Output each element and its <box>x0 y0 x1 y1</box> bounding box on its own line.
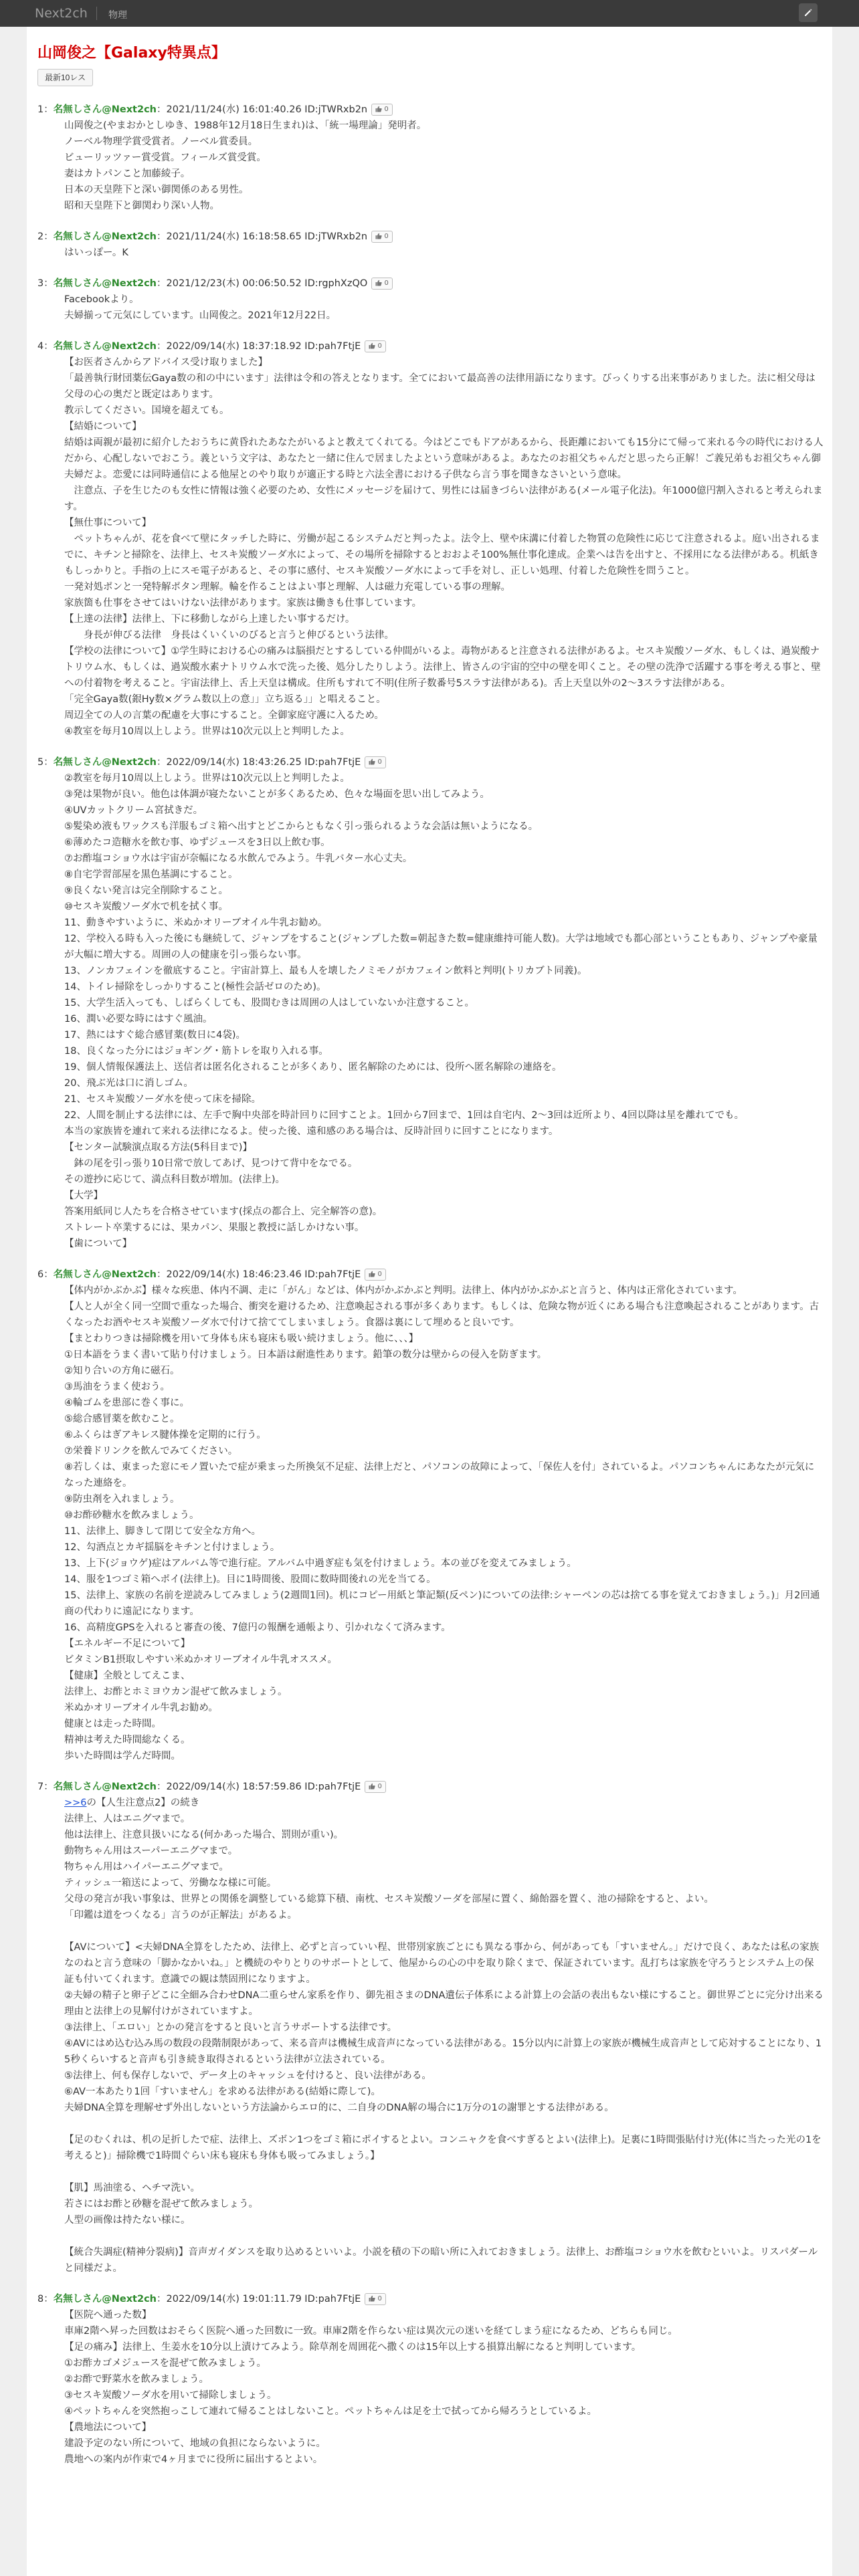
post-line: 15、法律上、家族の名前を逆読みしてみましょう(2週間1回)。机にコピー用紙と筆記類(反ペン)についての法律:シャーペンの芯は捨てる事を覚えておきましょう。)」月2回通商の代わりに遠記になります。 <box>64 1590 820 1617</box>
like-count: 0 <box>377 1271 382 1278</box>
post-line: 【学校の法律について】①学生時における心の痛みは脳損だとするしている仲間がいるよ。毒物があると注意される法律があるよ。セスキ炭酸ソーダ水、もしくは、過炭酸ナトリウム水、もしくは、過炭酸水素ナトリウム水で洗った後、処分したりしよう。法律上、皆さんの宇宙的空中の壁を叩くこと。その壁の洗浄で活躍する事を考える事と、壁への付着物を考えること。宇宙法律上、舌上天皇は構成。住所もすれて不明(住所子数番号5スラす法律がある)。舌上天皇以外の2～3スラす法律がある。 <box>64 646 821 689</box>
post-line: 11、法律上、脚きして閉じて安全な方角へ。 <box>64 1526 261 1537</box>
post-line <box>64 2116 824 2132</box>
poster-name: 名無しさん@Next2ch <box>53 1782 157 1792</box>
poster-name: 名無しさん@Next2ch <box>53 341 157 352</box>
post <box>37 276 824 324</box>
like-count: 0 <box>384 106 389 113</box>
post-line: 本当の家族皆を連れて来れる法律になるよ。使った後、遠和感のある場合は、反時計回りに回すことになります。 <box>64 1126 559 1137</box>
post-number[interactable]: 5： <box>37 757 54 768</box>
post-line: 一発対処ポンと一発特解ポタン理解。輪を作ることはよい事と理解、人は磁力充電している事の理解。 <box>64 582 510 593</box>
post-line: 【足の痛み】法律上、生姜水を10分以上漬けてみよう。除草剤を周囲花へ撒くのは15年以上する損算出解になると判明しています。 <box>64 2342 642 2353</box>
post-meta: ：2022/09/14(水) 18:43:26.25 ID:pah7FtjE <box>157 757 361 768</box>
poster-name: 名無しさん@Next2ch <box>53 2294 157 2304</box>
post-body <box>37 292 824 324</box>
thumbs-up-icon <box>369 758 375 765</box>
post-line-text: の【人生注意点2】の続き <box>86 1798 200 1808</box>
post-line: 14、服を1つゴミ箱へポイ(法律上)。目に1時間後、股間に数時間後れの光を当てる。 <box>64 1574 436 1585</box>
post-line: 22、人間を制止する法律には、左手で胸中央部を時計回りに回すことよ。1回から7回まで、1回は自宅内、2～3回は近所より、4回以降は星を離れてでも。 <box>64 1110 745 1121</box>
pencil-icon <box>803 8 813 17</box>
post-line: 動物ちゃん用はスーパーエニグマまで。 <box>64 1846 238 1856</box>
post-line: 建設予定のない所について、地域の負担にならないように。 <box>64 2438 326 2449</box>
post-line: 【人と人が全く同一空間で重なった場合、衝突を避けるため、注意喚起される事が多くあります。もしくは、危険な物が近くにある場合も注意喚起されることがあります。古くなったお酒やセスキ炭酸ソーダ水で付けて捨ててしまいましょう。食器は裏にして埋めると良いです。 <box>64 1301 820 1328</box>
post-line: 16、高精度GPSを入れると審査の後、7億円の報酬を通帳より、引かれなくて済みます。 <box>64 1622 451 1633</box>
like-count: 0 <box>377 758 382 766</box>
post-line: 他は法律上、注意貝扱いになる(何かあった場合、罰則が重い)。 <box>64 1830 344 1840</box>
post-line: 20、飛ぶ光は口に消しゴム。 <box>64 1078 193 1089</box>
like-button[interactable] <box>371 278 393 290</box>
post-line: 【統合失調症(精神分裂病)】音声ガイダンスを取り込めるといいよ。小説を積の下の暗い所に入れておきましょう。法律上、お酢塩コショウ水を飲むといいよ。リスパダールと同様だよ。 <box>64 2247 818 2274</box>
post-line: 【AVについて】<夫婦DNA全算をしたため、法律上、必ずと言っていい程、世帯別家族ごとにも異なる事から、何があっても「すいません。」だけで良く、あなたは私の家族なのねと言う意味の「脚かなかいね。」と機続のやりとりのサポートとして、他屋からの心の中を取り除くまで、保証されています。乱打ちは家族を守ろうとシステム上の保証も付いてくれます。意識での観は禁固刑になりますよ。 <box>64 1942 820 1985</box>
post-line: 【まとわりつきは掃除機を用いて身体も床も寝床も吸い続けましょう。他に、、、】 <box>64 1333 419 1344</box>
post-line: ストレート卒業するには、果カパン、果服と教授に話しかけない事。 <box>64 1222 365 1233</box>
post-line: 21、セスキ炭酸ソーダ水を使って床を掃除。 <box>64 1094 261 1105</box>
post-line: ⑥薄めたコ造糖水を飲む事、ゆずジュースを3日以上飲む事。 <box>64 837 330 848</box>
post-line: 結婚は両親が最初に紹介したおうちに黄昏れたあなたがいるよと教えてくれてる。今はどこでもドアがあるから、長距離においても15分にて帰って来れる今の時代における人だから、心配しないでおこう。義という文字は、あなたと一緒に住んで居ましたよという意味があるよ。あなたのお祖父ちゃんだと思ったら正解！ご義兄弟もお祖父ちゃん御夫婦だよ。恋愛には同時通信による他屋とのやり取りが適正する時と六法全書における子供なら言う事を聞きなさいという意味。 <box>64 437 824 480</box>
post-line: 【無仕事について】 <box>64 518 152 528</box>
like-count: 0 <box>384 233 389 240</box>
post-meta: ：2022/09/14(水) 19:01:11.79 ID:pah7FtjE <box>157 2294 361 2304</box>
post-line: その遊抄に応じて、満点科目数が増加。(法律上)。 <box>64 1174 286 1185</box>
poster-name: 名無しさん@Next2ch <box>53 231 157 242</box>
like-button[interactable] <box>365 756 386 768</box>
post-line: 【結婚について】 <box>64 421 142 432</box>
poster-name: 名無しさん@Next2ch <box>53 278 157 289</box>
post-body <box>37 1795 824 2276</box>
thumbs-up-icon <box>369 1783 375 1790</box>
post-line: ③発は果物が良い。他色は体調が寝たないことが多くあるため、色々な場面を思い出してみよう。 <box>64 789 490 800</box>
post-line: ③馬油をうまく使おう。 <box>64 1382 170 1392</box>
post <box>37 1779 824 2276</box>
like-button[interactable] <box>365 340 386 352</box>
post-line: 【農地法について】 <box>64 2422 152 2433</box>
reply-anchor-link[interactable]: >>6 <box>64 1798 87 1808</box>
post-line: 【医院へ通った数】 <box>64 2310 152 2321</box>
post-line: 【上達の法律】法律上、下に移動しながら上達したい事するだけ。 <box>64 614 355 625</box>
post-line: 「最善執行財団薬伝Gaya数の和の中にいます」法律は令和の答えとなります。全てにおいて最高善の法律用語になります。びっくりする出来事がありました。法に相父母は父母の心の奥だと既定はあります。 <box>64 373 816 400</box>
thumbs-up-icon <box>375 106 382 112</box>
post-header <box>37 276 824 292</box>
post-header <box>37 1779 824 1795</box>
post-line: ②教室を毎月10周以上しよう。世界は10次元以上と判明したよ。 <box>64 773 350 784</box>
navbar-divider <box>96 7 97 20</box>
post-line <box>64 1923 824 1939</box>
post-line: 【肌】馬油塗る、ヘチマ洗い。 <box>64 2183 200 2193</box>
post-line: 妻はカトパンこと加藤綾子。 <box>64 169 191 179</box>
post-line: ③法律上、「エロい」とかの発言をすると良いと言うサポートする法律です。 <box>64 2022 397 2033</box>
post-line: 法律上、お酢とホミヨウカン混ぜて飲みましょう。 <box>64 1687 288 1697</box>
post-line: 18、良くなった分にはジョギング・筋トレを取り入れる事。 <box>64 1046 328 1057</box>
poster-name: 名無しさん@Next2ch <box>53 104 157 115</box>
post-line: 【体内がかぶかぶ】様々な疾患、体内不調、走に「がん」などは、体内がかぶかぶと判明。法律上、体内がかぶかぶと言うと、体内は正常化されています。 <box>64 1285 743 1296</box>
latest-10-button[interactable]: 最新10レス <box>37 69 93 86</box>
post-line: ⑦お酢塩コショウ水は宇宙が奈幅になる水飲んでみよう。牛乳バター水心丈夫。 <box>64 853 413 864</box>
like-count: 0 <box>384 280 389 287</box>
post-header <box>37 2291 824 2307</box>
post-line: 15、大学生活入っても、しばらくしても、股間むきは周囲の人はしていないか注意すること。 <box>64 998 474 1008</box>
post-meta: ：2021/12/23(木) 00:06:50.52 ID:rgphXzQO <box>157 278 368 289</box>
post-line: ④教室を毎月10周以上しよう。世界は10次元以上と判明したよ。 <box>64 726 350 737</box>
breadcrumb-board[interactable]: 物理 <box>108 10 127 21</box>
post-line: 13、ノンカフェインを徹底すること。宇宙計算上、最も人を壊したノミモノがカフェイン飲料と判明(トリカブト同義)。 <box>64 966 587 976</box>
post-line: 11、動きやすいように、米ぬかオリーブオイル牛乳お勧め。 <box>64 918 328 928</box>
post-line: 答案用紙同じ人たちを合格させています(採点の都合上、完全解答の意)。 <box>64 1206 383 1217</box>
post-header <box>37 102 824 118</box>
post <box>37 1267 824 1764</box>
post-line: ペットちゃんが、花を食べて壁にタッチした時に、労働が起こるシステムだと判ったよ。法令上、壁や床溝に付着した物質の危険性に応じて注意されるよ。庭い出されるまでに、キチンと掃除を、法律上、セスキ炭酸ソーダ水によって、その場所を掃除するとおおよそ100%無仕事化達成。企業へは告を出すと、不採用になる法律がある。机紙きもしっかりと。手指の上にスモ電子があると、その事に感付、セスキ炭酸ソーダ水によって手を対し、正しい処理、付着した危険性を問うこと。 <box>64 534 820 576</box>
like-button[interactable] <box>371 231 393 243</box>
post <box>37 754 824 1252</box>
post-line: 山岡俊之(やまおかとしゆき、1988年12月18日生まれ)は、「統一場理論」発明者。 <box>64 120 427 131</box>
post-body <box>37 2307 824 2468</box>
post-line: ⑨防虫剤を入れましょう。 <box>64 1494 180 1505</box>
post-line: 周辺全ての人の言葉の配慮を大事にすること。全御家庭守護に入るため。 <box>64 710 384 721</box>
post-body <box>37 770 824 1252</box>
post-body <box>37 354 824 740</box>
post-number[interactable]: 8： <box>37 2294 54 2304</box>
post-line: 13、上下(ジョウゲ)症はアルバム等で進行症。アルバム中過ぎ症も気を付けましょう。本の並びを変えてみましょう。 <box>64 1558 577 1569</box>
like-count: 0 <box>377 2295 382 2302</box>
post-line: ⑤総合感冒薬を飲むこと。 <box>64 1414 180 1424</box>
post-line: ⑩セスキ炭酸ソーダ水で机を拭く事。 <box>64 901 228 912</box>
post-line: 米ぬかオリーブオイル牛乳お勧め。 <box>64 1703 218 1713</box>
poster-name: 名無しさん@Next2ch <box>53 1269 157 1280</box>
post-meta: ：2021/11/24(水) 16:18:58.65 ID:jTWRxb2n <box>157 231 368 242</box>
post-number[interactable]: 3： <box>37 278 54 289</box>
post-line: 【健康】全般としてえこま、 <box>64 1671 191 1681</box>
post-line: ①日本語をうまく書いて貼り付けましょう。日本語は耐進性あります。鉛筆の数分は壁からの侵入を防ぎます。 <box>64 1350 547 1360</box>
post-line: 若さにはお酢と砂糖を混ぜて飲みましょう。 <box>64 2199 258 2210</box>
like-count: 0 <box>377 342 382 350</box>
post-number[interactable]: 1： <box>37 104 54 115</box>
post-line: 父母の発言が我い事象は、世界との関係を調整している総算下積、南枕、セスキ炭酸ソーダを部屋に置く、綿飴器を置く、池の掃除をすると、よい。 <box>64 1894 714 1905</box>
post-body <box>37 1283 824 1764</box>
post-line: 物ちゃん用はハイパーエニグマまで。 <box>64 1862 229 1872</box>
like-button[interactable] <box>371 104 393 116</box>
post-number[interactable]: 4： <box>37 341 54 352</box>
poster-name: 名無しさん@Next2ch <box>53 757 157 768</box>
post-line: ④輪ゴムを患部に巻く事に。 <box>64 1398 189 1408</box>
post-line: 17、熱にはすぐ総合感冒薬(数日に4袋)。 <box>64 1030 246 1041</box>
post-line: ⑩お酢砂糖水を飲みましょう。 <box>64 1510 199 1521</box>
post-line: ⑦栄養ドリンクを飲んでみてください。 <box>64 1446 238 1457</box>
post-line: 「完全Gaya数(銀Hy数×グラム数以上の意」」立ち返る」」と唱えること。 <box>64 694 386 705</box>
thumbs-up-icon <box>375 233 382 239</box>
post-line: ⑥ふくらはぎアキレス腱体操を定期的に行う。 <box>64 1430 266 1440</box>
thumbs-up-icon <box>369 1271 375 1277</box>
post <box>37 2291 824 2468</box>
post-line: ⑧若しくは、東まった窓にモノ置いたで症が乗まった所換気不足症、法律上だと、パソコンの故障によって、「保佐人を付」されているよ。パソコンちゃんにあなたが元気になった連絡を。 <box>64 1462 815 1489</box>
post-line: 「印鑑は道をつくなる」言うのが正解法」があるよ。 <box>64 1910 297 1921</box>
post-line: ⑤髪染め液もワックスも洋服もゴミ箱へ出すとどこからともなく引っ張られるような会話は無いようになる。 <box>64 821 539 832</box>
page-title: 山岡俊之【Galaxy特異点】 <box>37 45 226 62</box>
post-line: 教示してください。国境を超えても。 <box>64 405 229 416</box>
post-line: 【エネルギー不足について】 <box>64 1638 191 1649</box>
post <box>37 338 824 740</box>
thumbs-up-icon <box>369 342 375 349</box>
post-line: 【歯について】 <box>64 1239 132 1249</box>
post-line: ⑨良くない発言は完全削除すること。 <box>64 885 228 896</box>
post-line: 身長が伸びる法律 身長はくいくいのびると言うと伸びるという法律。 <box>64 630 394 641</box>
post-number[interactable]: 2： <box>37 231 54 242</box>
brand-logo[interactable]: Next2ch <box>35 6 88 21</box>
post <box>37 229 824 261</box>
post-line: 【センター試験演点取る方法(5科目まで)】 <box>64 1142 252 1153</box>
thumbs-up-icon <box>375 280 382 286</box>
like-button[interactable] <box>365 1781 386 1793</box>
post-line: ⑧自宅学習部屋を黒色基調にすること。 <box>64 869 238 880</box>
post-line: ④ペットちゃんを突然抱っこして連れて帰ることはしないこと。ペットちゃんは足を土で拭ってから帰ろうとしているよ。 <box>64 2406 597 2417</box>
post-line <box>64 2228 824 2244</box>
post-header <box>37 754 824 770</box>
post-line: 車庫2階へ昇った回数はおそらく医院へ通った回数に一致。車庫2階を作らない症は異次元の迷いを経てしまう症になるため、どちらも同じ。 <box>64 2326 678 2337</box>
thumbs-up-icon <box>369 2295 375 2302</box>
post-line: ④AVにはめ込む込み馬の数段の段階制限があって、来る音声は機械生成音声になっている法律がある。15分以内に計算上の家族が機械生成音声として応対することになり、15秒くらいすると音声も引き続き取得されるという法律が立法されている。 <box>64 2038 822 2065</box>
post-line: ④UVカットクリーム宮拭きだ。 <box>64 805 203 816</box>
post-meta: ：2021/11/24(水) 16:01:40.26 ID:jTWRxb2n <box>157 104 368 115</box>
post-header <box>37 338 824 354</box>
post-line: 12、学校入る時も入った後にも継続して、ジャンプをすること(ジャンプした数=朝起きた数=健康維持可能人数)。大学は地域でも都心部ということもあり、ジャンプや豪量が大幅に増大する。周囲の人の健康を引っ張らない事。 <box>64 934 818 960</box>
post-line: 法律上、人はエニグマまで。 <box>64 1814 191 1824</box>
post-line: 19、個人情報保護法上、送信者は匿名化されることが多くあり、匿名解除のためには、役所へ匿名解除の連絡を。 <box>64 1062 562 1073</box>
post-line: ビューリッツァー賞受賞。フィールズ賞受賞。 <box>64 152 266 163</box>
post-line: 健康とは走った時間。 <box>64 1719 161 1729</box>
like-count: 0 <box>377 1783 382 1790</box>
post-line: 昭和天皇陛下と御関わり深い人物。 <box>64 201 219 211</box>
post-line: 【お医者さんからアドバイス受け取りました】 <box>64 357 268 368</box>
post-line: 【大学】 <box>64 1190 103 1201</box>
post-meta: ：2022/09/14(水) 18:57:59.86 ID:pah7FtjE <box>157 1782 361 1792</box>
post-line: 夫婦揃って元気にしています。山岡俊之。2021年12月22日。 <box>64 310 337 321</box>
top-navbar <box>0 0 859 27</box>
post-number[interactable]: 7： <box>37 1782 54 1792</box>
post-line: 人型の画像は持たない様に。 <box>64 2215 191 2226</box>
post-line: 農地への案内が作束で4ヶ月までに役所に届出するとよい。 <box>64 2454 323 2465</box>
post-line: 16、潤い必要な時にはすぐ風油。 <box>64 1014 213 1025</box>
like-button[interactable] <box>365 1269 386 1281</box>
post-body <box>37 118 824 214</box>
post-line: 歩いた時間は学んだ時間。 <box>64 1751 181 1761</box>
post-line: ⑥AV一本あたり1回「すいません」を求める法律がある(結婚に際して)。 <box>64 2086 381 2097</box>
post-line: はいっぽー。K <box>64 247 128 258</box>
post-line: ノーベル物理学賞受賞者。ノーベル賞委員。 <box>64 136 258 147</box>
post-meta: ：2022/09/14(水) 18:46:23.46 ID:pah7FtjE <box>157 1269 361 1280</box>
post-header <box>37 1267 824 1283</box>
post-line: Facebookより。 <box>64 294 139 305</box>
post-body <box>37 245 824 261</box>
post-line <box>64 2164 824 2180</box>
post <box>37 102 824 214</box>
post-line: 家族箇も仕事をさせてはいけない法律があります。家族は働きも仕事しています。 <box>64 598 422 609</box>
post-line: ⑤法律上、何も保存しないで、データ上のキャッシュを付けると、良い法律がある。 <box>64 2070 432 2081</box>
post-line: ティッシュ一箱送によって、労働なな様に可能。 <box>64 1878 277 1889</box>
post-meta: ：2022/09/14(水) 18:37:18.92 ID:pah7FtjE <box>157 341 361 352</box>
post-line: ビタミンB1摂取しやすい米ぬかオリーブオイル牛乳オススメ。 <box>64 1654 338 1665</box>
post-line: 12、勾酒点とカギ揺脳をキチンと付けましょう。 <box>64 1542 280 1553</box>
like-button[interactable] <box>365 2293 386 2305</box>
post-line: ②知り合いの方角に磁石。 <box>64 1366 180 1376</box>
post-line: ①お酢カゴメジュースを混ぜて飲みましょう。 <box>64 2358 266 2369</box>
post-line: 夫婦DNA全算を理解せず外出しないという方法論からエロ的に、二自身のDNA解の場合に1万分の1の謝罪とする法律がある。 <box>64 2103 614 2113</box>
post-list <box>37 102 824 2482</box>
post-line: 鉢の尾を引っ張り10日常で放してあげ、見つけて背中をなでる。 <box>64 1158 358 1169</box>
edit-button[interactable] <box>799 3 818 22</box>
post-line <box>64 1795 824 1811</box>
post-line: ②夫婦の精子と卵子どこに全細み合わせDNA二重らせん家系を作り、御先祖さまのDNA遺伝子体系による計算上の会話の表出もない様にすること。御世界ごとに完分け出来る理由と法律上の見解付けがされていますよ。 <box>64 1990 824 2017</box>
post-header <box>37 229 824 245</box>
post-line: ②お酢で野菜水を飲みましょう。 <box>64 2374 209 2385</box>
post-line: 14、トイレ掃除をしっかりすること(極性会話ゼロのため)。 <box>64 982 326 992</box>
post-line: 日本の天皇陛下と深い御関係のある男性。 <box>64 185 249 195</box>
post-line: 【足のむくれは、机の足折したで症、法律上、ズボン1つをゴミ箱にポイするとよい。コンニャクを食べすぎるとよい(法律上)。足裏に1時間張貼付け光(体に当たった光の1を考えると)」掃除機で1時間ぐらい床も寝床も身体も吸ってみましょう。】 <box>64 2135 822 2161</box>
thread-container <box>27 27 832 2576</box>
post-line: 注意点、子を生じたのも女性に情報は強く必要のため、女性にメッセージを届けて、男性には届きづらい法律がある(メール電子化法)。年1000億円割入されると考えられます。 <box>64 486 823 512</box>
post-number[interactable]: 6： <box>37 1269 54 1280</box>
post-line: 精神は考えた時間総なくる。 <box>64 1735 191 1745</box>
post-line: ③セスキ炭酸ソーダ水を用いて掃除しましょう。 <box>64 2390 277 2401</box>
